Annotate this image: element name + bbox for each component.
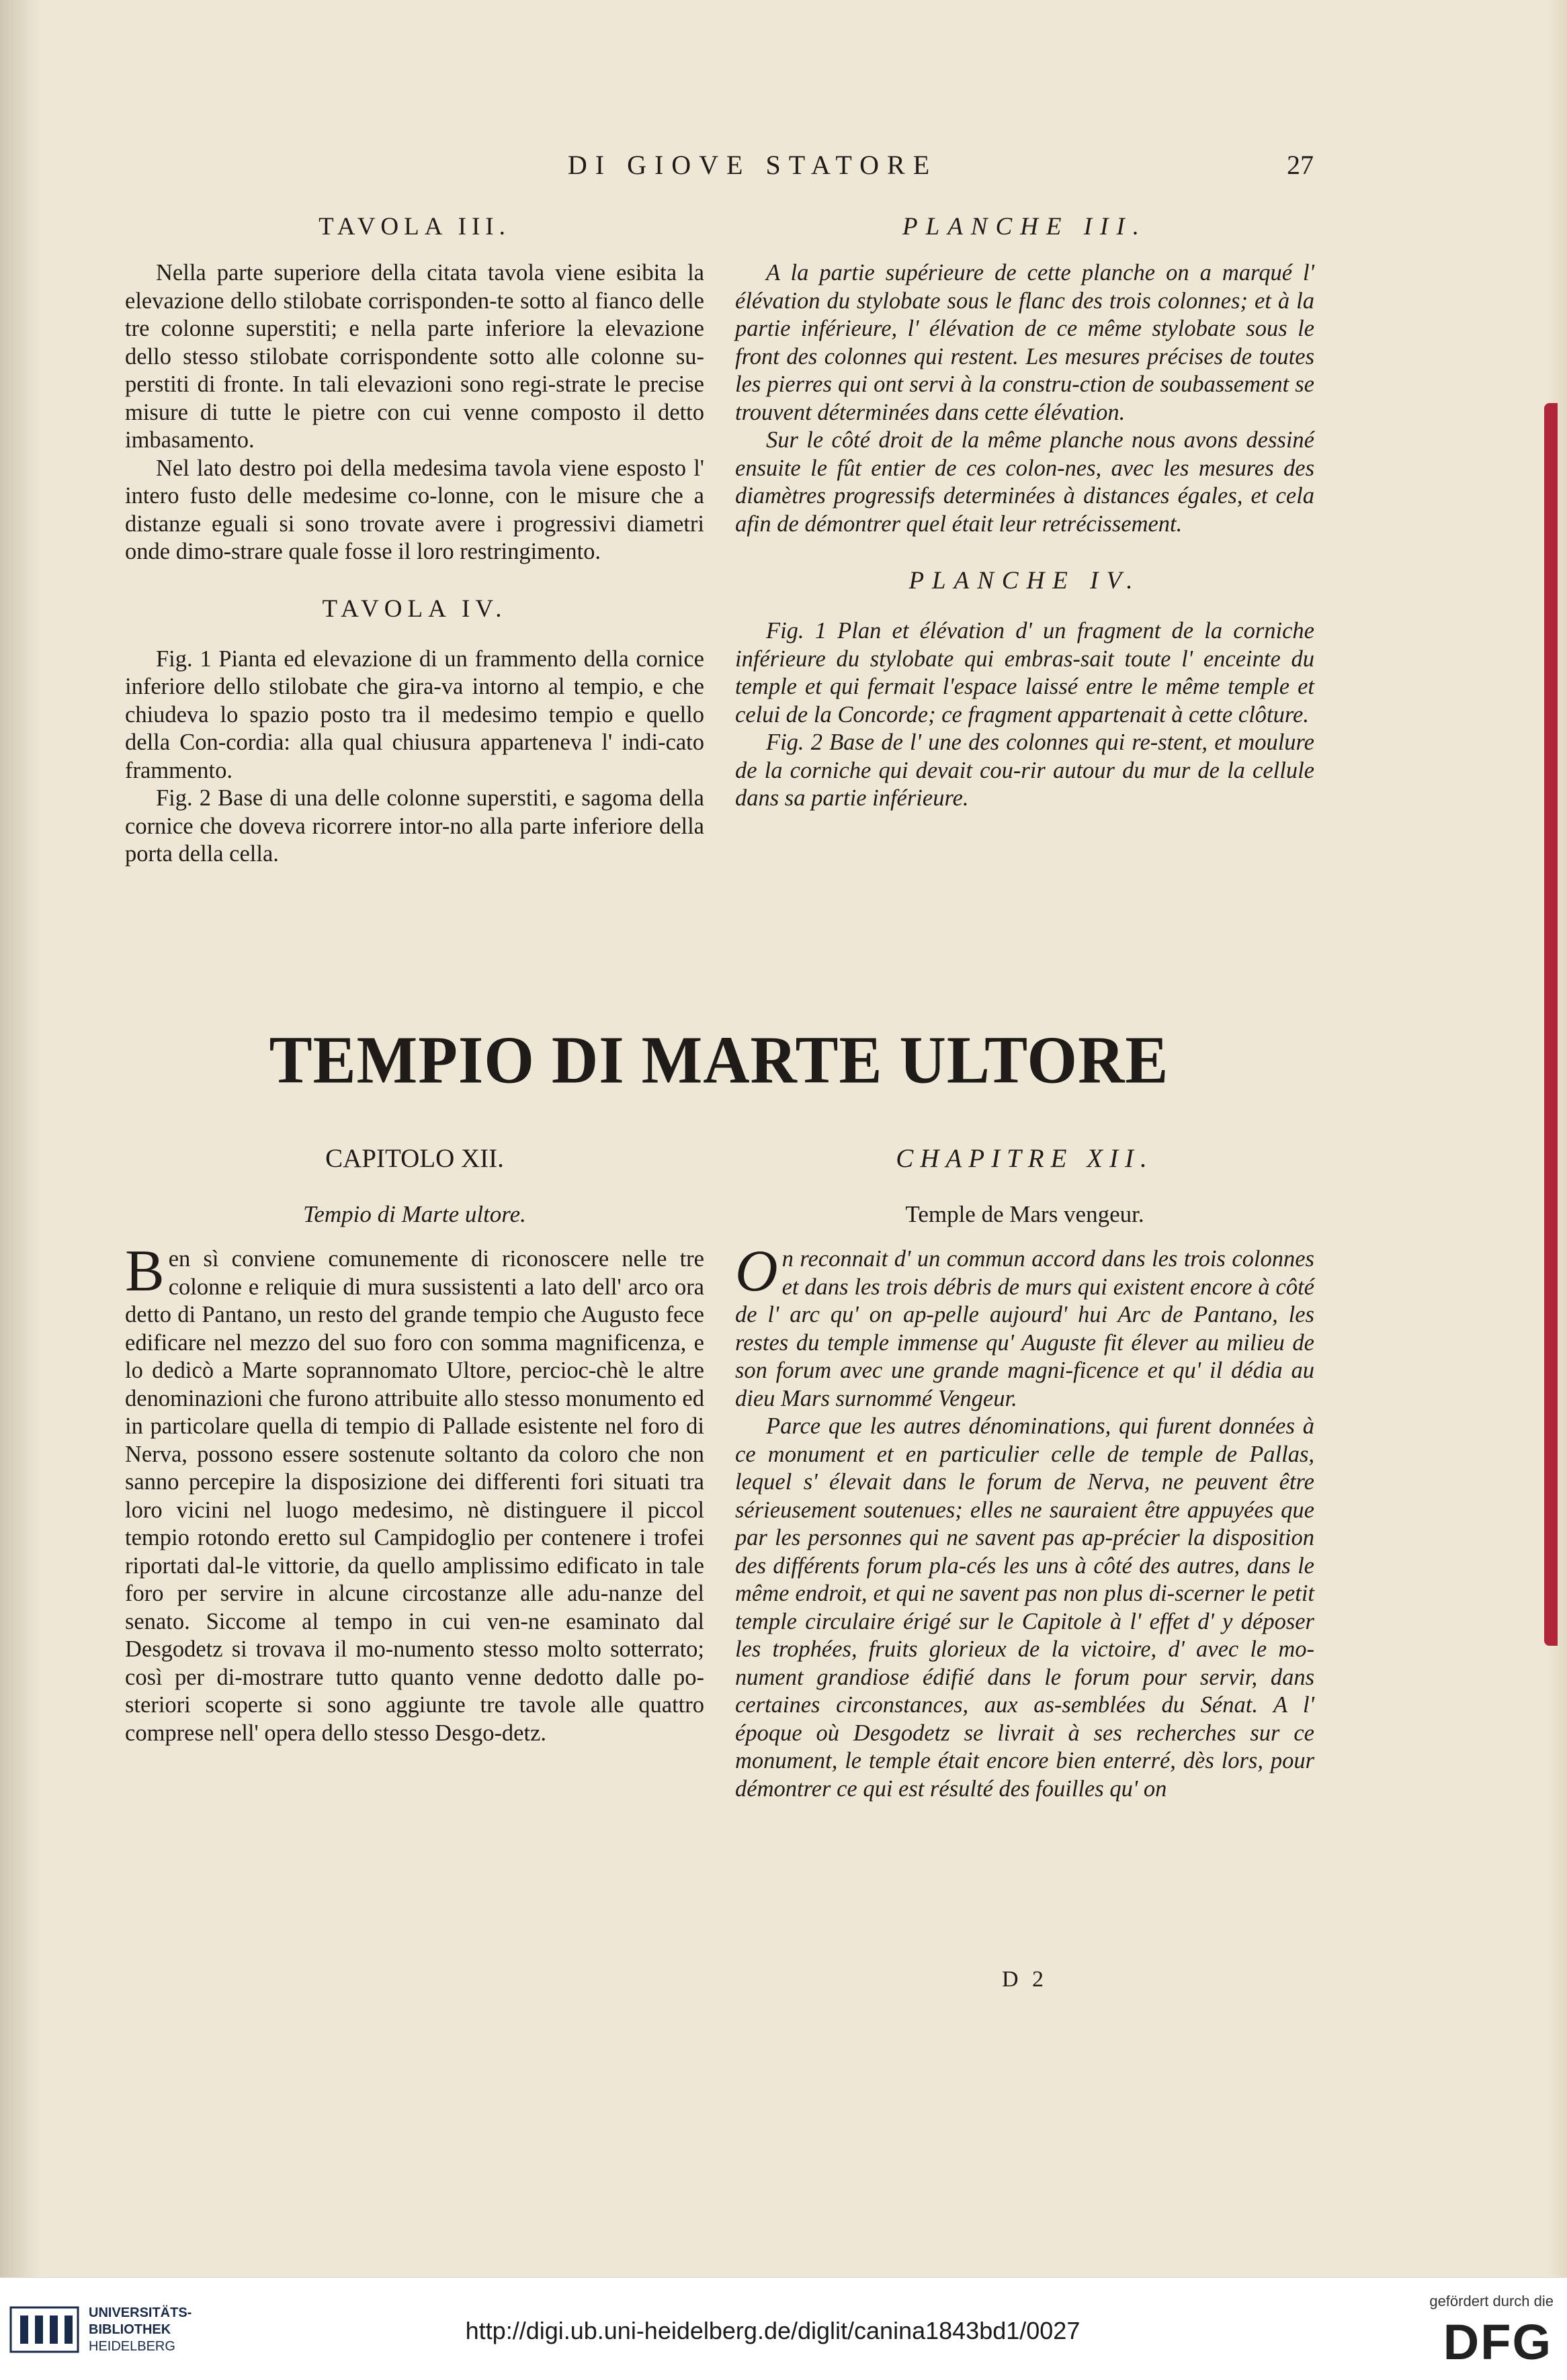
tavola-3-paragraph-1: Nella parte superiore della citata tavola viene esibita la elevazione dello stilobate corrisponden-te sotto al fianco delle tre colonne superstiti; e nella parte inferiore la elevazione dello stesso stilobate corrispondente sotto alle colonne su-perstiti di fronte. In tali elevazioni sono regi-strate le precise misure di tutte le pietre con cui venne composto il detto imbasamento. xyxy=(125,260,704,453)
drop-cap: O xyxy=(735,1239,778,1304)
university-seal-icon xyxy=(8,2303,82,2356)
tavola-4-title: TAVOLA IV. xyxy=(322,594,507,623)
planche-4-paragraph-2: Fig. 2 Base de l' une des colonnes qui re-stent, et moulure de la corniche qui devait cou-rir autour du mur de la cellule dans sa partie inférieure. xyxy=(735,730,1314,811)
chapitre-paragraph-1 xyxy=(735,1239,1314,1413)
library-name xyxy=(89,2305,192,2355)
tavola-4-paragraph-1: Fig. 1 Pianta ed elevazione di un frammento della cornice inferiore dello stilobate che gira-va intorno al tempio, e che chiudeva lo spazio posto tra il medesimo tempio e quello della Con-cordia: alla qual chiusura apparteneva l' indi-cato frammento. xyxy=(125,646,704,783)
planche-4-title: PLANCHE IV. xyxy=(908,567,1141,594)
page-number: 27 xyxy=(1287,150,1314,180)
dfg-logo: DFG xyxy=(1443,2314,1552,2370)
chapter-main-title: TEMPIO DI MARTE ULTORE xyxy=(269,1022,1169,1098)
tavola-3-title: TAVOLA III. xyxy=(319,213,511,240)
planche-3-paragraph-1: A la partie supérieure de cette planche on a marqué l' élévation du stylobate sous le flanc des trois colonnes; et à la partie inférieure, l' élévation de ce même stylobate sous le front des colonnes qui restent. Les mesures précises de toutes les pierres qui ont servi à la constru-ction de soubassement se trouvent déterminées dans cette élévation. xyxy=(735,260,1314,425)
right-column-chapter xyxy=(735,1143,1314,1803)
capitolo-paragraph-1 xyxy=(125,1239,704,1747)
library-line-2: BIBLIOTHEK xyxy=(89,2322,171,2337)
signature-mark: D 2 xyxy=(1001,1967,1048,1992)
library-line-3: HEIDELBERG xyxy=(89,2339,175,2354)
chapitre-paragraph-2: Parce que les autres dénominations, qui furent données à ce monument et en particulier celle de temple de Pallas, lequel s' élevait dans le forum de Nerva, ne peuvent être sérieusement soutenues; elles ne sauraient être appuyées que par les personnes qui ne savent pas ap-précier la disposition des différents forum pla-cés les uns à côté des autres, dans le même endroit, et qui ne savent pas non plus di-scerner le petit temple circulaire érigé sur le Capitole à l' effet d' y déposer les trophées, fruits glorieux de la victoire, d' avec le mo-nument grandiose édifié dans le forum pour servir, dans certaines circonstances, aux as-semblées du Sénat. A l' époque où Desgodetz se livrait à ses recherches sur ce monument, le temple était encore bien enterré, dès lors, pour démontrer ce qui est résulté des fouilles qu' on xyxy=(735,1413,1314,1802)
source-url-link[interactable]: http://digi.ub.uni-heidelberg.de/diglit/canina1843bd1/0027 xyxy=(465,2317,1081,2344)
planche-4-paragraph-1: Fig. 1 Plan et élévation d' un fragment de la corniche inférieure du stylobate qui embras-sait toute l' enceinte du temple et qui fermait l'espace laissé entre le même temple et celui de la Concorde; ce fragment appartenait à cette clôture. xyxy=(735,618,1314,728)
left-column-upper xyxy=(125,212,704,869)
planche-3-paragraph-2: Sur le côté droit de la même planche nous avons dessiné ensuite le fût entier de ces colon-nes, avec les mesures des diamètres progressifs determinées à distances égales, et cela afin de démontrer quel était leur retrécissement. xyxy=(735,427,1314,537)
page-gutter-shadow xyxy=(0,0,40,2277)
chapitre-subtitle: Temple de Mars vengeur. xyxy=(905,1201,1144,1227)
red-bookmark-tab xyxy=(1544,403,1558,1646)
tavola-3-paragraph-2: Nel lato destro poi della medesima tavola viene esposto l' intero fusto delle medesime co-lonne, con le misure che a distanze eguali si sono trovate avere i progressivi diametri onde dimo-strare quale fosse il loro restringimento. xyxy=(125,455,704,564)
chapitre-paragraph-text: n reconnait d' un commun accord dans les trois colonnes et dans les trois débris de murs qui existent encore à côté de l' arc qu' on ap-pelle aujourd' hui Arc de Pantano, les restes du temple immense qu' Auguste fit élever au milieu de son forum avec une grande magni-ficence et qu' il dédia au dieu Mars surnommé Vengeur. xyxy=(735,1246,1314,1411)
planche-3-title: PLANCHE III. xyxy=(902,213,1147,240)
capitolo-title: CAPITOLO XII. xyxy=(325,1144,504,1173)
digitization-footer xyxy=(0,2277,1567,2380)
funding-label: gefördert durch die xyxy=(1429,2293,1554,2309)
running-header: DI GIOVE STATORE xyxy=(567,150,938,180)
capitolo-paragraph-text: en sì conviene comunemente di riconoscere nelle tre colonne e reliquie di mura sussistenti a lato dell' arco ora detto di Pantano, un resto del grande tempio che Augusto fece edificare nel mezzo del suo foro con somma magnificenza, e lo dedicò a Marte soprannomato Ultore, percioc-chè le altre denominazioni che furono attribuite allo stesso monumento ed in particolare quella di tempio di Pallade esistente nel foro di Nerva, possono essere sostenute soltanto da coloro che non sanno percepire la disposizione dei differenti fori situati tra loro vicini nel luogo medesimo, nè distinguere il piccol tempio rotondo eretto sul Campidoglio per contenere i trofei riportati dal-le vittorie, da quello amplissimo edificato in tale foro per servire in alcune circostanze alle adu-nanze del senato. Siccome al tempo in cui ven-ne esaminato dal Desgodetz si trovava il mo-numento stesso molto sotterrato; così per di-mostrare tutto quanto venne dedotto dalle po-steriori scoperte si sono aggiunte tre tavole alle quattro comprese nell' opera dello stesso Desgo-detz. xyxy=(125,1246,704,1746)
left-column-chapter xyxy=(125,1143,704,1747)
drop-cap: B xyxy=(125,1239,165,1304)
right-column-upper xyxy=(735,212,1314,813)
library-line-1: UNIVERSITÄTS- xyxy=(89,2305,192,2320)
capitolo-subtitle: Tempio di Marte ultore. xyxy=(303,1201,526,1227)
tavola-4-paragraph-2: Fig. 2 Base di una delle colonne superstiti, e sagoma della cornice che doveva ricorrere intor-no alla parte inferiore della porta della cella. xyxy=(125,785,704,867)
chapitre-title: CHAPITRE XII. xyxy=(896,1144,1154,1173)
